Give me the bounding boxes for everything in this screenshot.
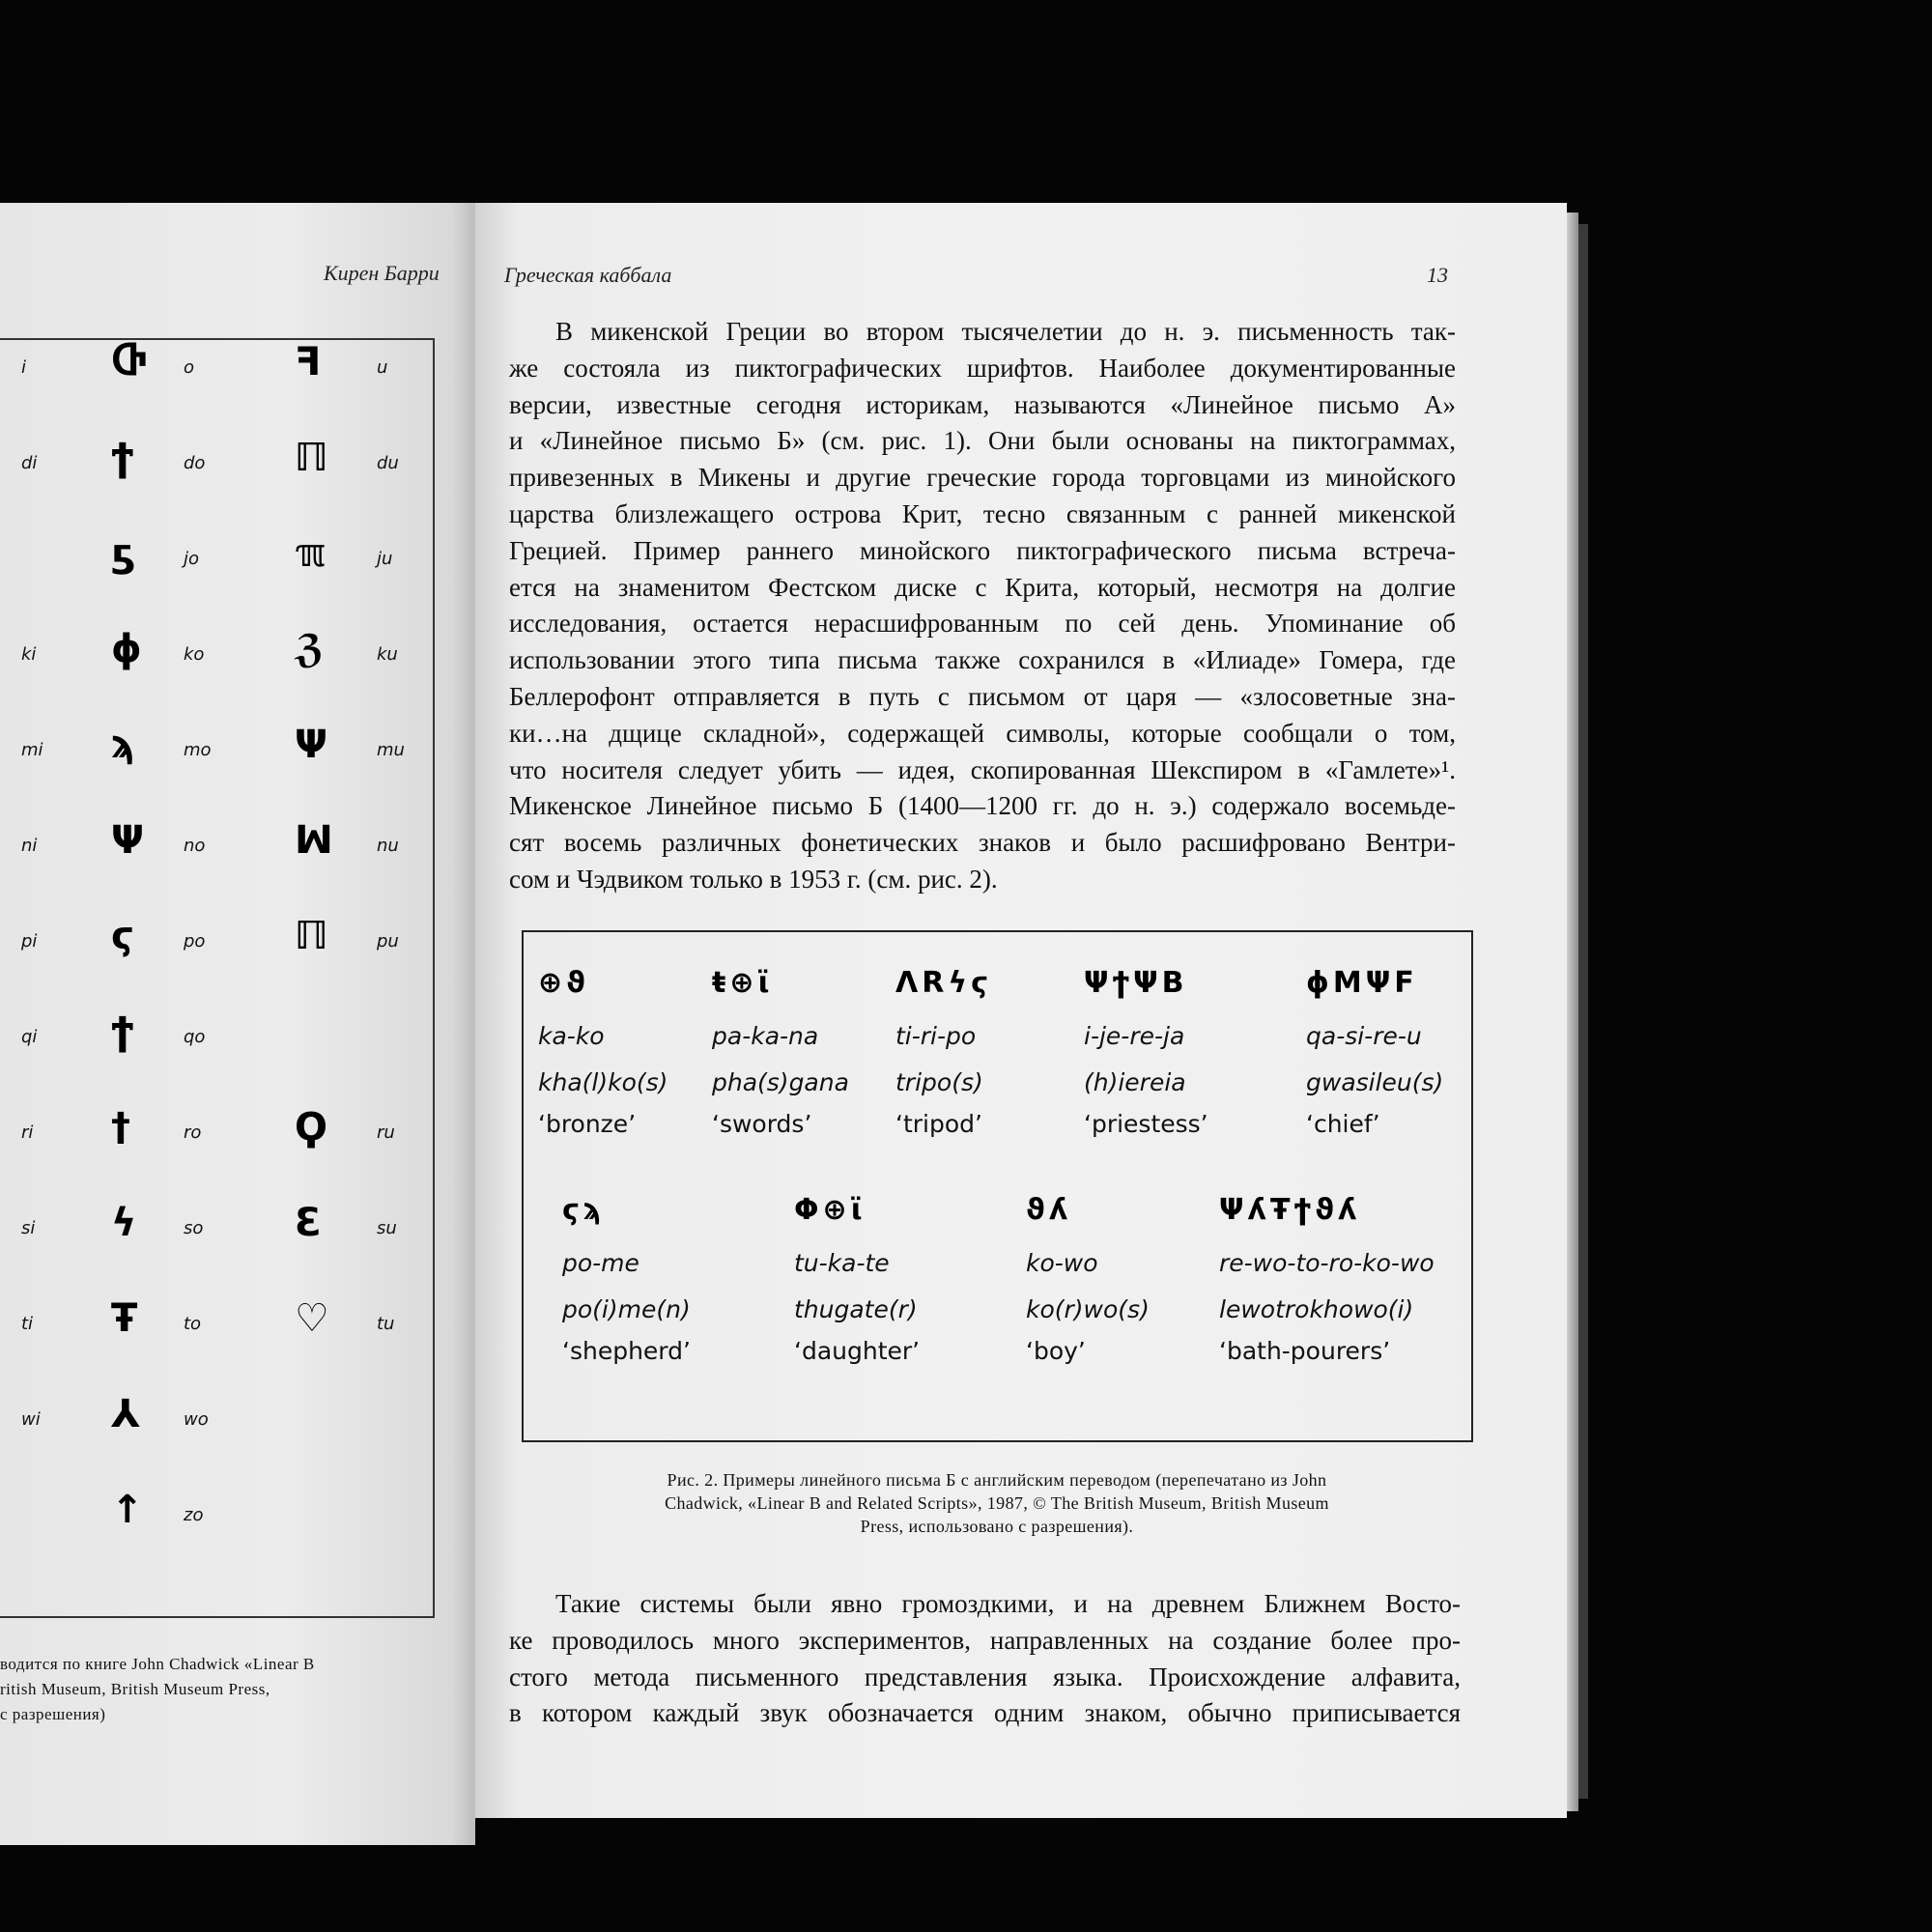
- transliteration: po-me: [562, 1248, 639, 1277]
- caption-line: Рис. 2. Примеры линейного письма Б с английским переводом (перепечатано из John: [667, 1470, 1327, 1490]
- syllable-label: pi: [21, 931, 38, 952]
- linear-b-glyph-group: ΛRϟϛ: [895, 966, 992, 1000]
- linear-b-glyph-group: ϑʎ: [1026, 1193, 1072, 1227]
- syllable-label: do: [184, 453, 206, 473]
- transliteration: ko-wo: [1026, 1248, 1098, 1277]
- linear-b-glyph: ꟽ: [295, 818, 333, 863]
- linear-b-glyph: ℨ: [295, 627, 325, 671]
- syllable-label: ko: [184, 644, 205, 665]
- transliteration: i-je-re-ja: [1084, 1021, 1185, 1050]
- text-line: ется на знаменитом Фестском диске с Крита, который, несмотря на долгие: [509, 572, 1456, 602]
- right-page: [475, 203, 1567, 1818]
- text-line: версии, известные сегодня историкам, называются «Линейное письмо А»: [509, 389, 1456, 419]
- linear-b-glyph: Ψ: [111, 818, 144, 863]
- linear-b-glyph: ϯ: [111, 436, 134, 480]
- syllable-label: qi: [21, 1027, 38, 1047]
- greek-form: thugate(r): [794, 1294, 918, 1323]
- transliteration: tu-ka-te: [794, 1248, 890, 1277]
- english-gloss: ‘boy’: [1026, 1336, 1086, 1365]
- syllable-label: wi: [21, 1409, 41, 1430]
- syllable-label: zo: [184, 1505, 204, 1525]
- page-edge: [1567, 213, 1578, 1811]
- linear-b-glyph: ϟ: [111, 1201, 137, 1245]
- linear-b-glyph: Ϙ: [295, 1105, 328, 1150]
- paragraph-1: [509, 314, 1456, 898]
- text-line: привезенных в Микены и другие греческие города торговцами из минойского: [509, 463, 1456, 493]
- greek-form: ko(r)wo(s): [1026, 1294, 1150, 1323]
- syllable-label: ri: [21, 1122, 34, 1143]
- text-line: сят восемь различных фонетических знаков и было расшифровано Вентри-: [509, 828, 1456, 858]
- caption-line: ritish Museum, British Museum Press,: [0, 1680, 270, 1698]
- left-figure-caption: [0, 1652, 454, 1727]
- syllable-label: so: [184, 1218, 204, 1238]
- text-line: Грецией. Пример раннего минойского пиктографического письма встреча-: [509, 535, 1456, 565]
- syllable-label: ku: [377, 644, 398, 665]
- caption-line: Press, использовано с разрешения).: [860, 1517, 1134, 1536]
- english-gloss: ‘chief’: [1306, 1109, 1380, 1138]
- linear-b-glyph-group: ϕMΨϜ: [1306, 966, 1418, 1000]
- greek-form: kha(l)ko(s): [538, 1067, 668, 1096]
- syllable-label: pu: [377, 931, 399, 952]
- linear-b-glyph: ϡ: [111, 723, 136, 767]
- transliteration: ti-ri-po: [895, 1021, 977, 1050]
- linear-b-glyph: ϯ: [111, 1009, 134, 1054]
- text-line: царства близлежащего острова Крит, тесно связанным с ранней микенской: [509, 498, 1456, 528]
- text-line: использовании этого типа письма также сохранился в «Илиаде» Гомера, где: [509, 645, 1456, 675]
- syllable-label: jo: [184, 549, 200, 569]
- transliteration: qa-si-re-u: [1306, 1021, 1422, 1050]
- syllable-label: ru: [377, 1122, 395, 1143]
- syllable-label: ti: [21, 1314, 34, 1334]
- english-gloss: ‘priestess’: [1084, 1109, 1208, 1138]
- english-gloss: ‘bath-pourers’: [1219, 1336, 1391, 1365]
- transliteration: ka-ko: [538, 1021, 605, 1050]
- linear-b-glyph-group: Φ⊕ϊ: [794, 1193, 867, 1227]
- syllable-label: wo: [184, 1409, 209, 1430]
- linear-b-glyph: ℼ: [295, 531, 326, 576]
- caption-line: с разрешения): [0, 1705, 106, 1723]
- linear-b-glyph: Ⴇ: [111, 340, 147, 384]
- syllable-label: nu: [377, 836, 399, 856]
- syllable-label: du: [377, 453, 399, 473]
- syllable-label: o: [184, 357, 195, 378]
- syllable-label: ki: [21, 644, 37, 665]
- syllable-label: u: [377, 357, 388, 378]
- greek-form: po(i)me(n): [562, 1294, 691, 1323]
- syllable-label: su: [377, 1218, 397, 1238]
- text-line: В микенской Греции во втором тысячелетии до н. э. письменность так-: [555, 317, 1456, 346]
- book-cover-edge: [1578, 224, 1588, 1799]
- running-head-title: Греческая каббала: [504, 263, 672, 287]
- left-page: [0, 203, 475, 1845]
- transliteration: pa-ka-na: [712, 1021, 819, 1050]
- syllable-label: mu: [377, 740, 405, 760]
- syllable-label: qo: [184, 1027, 206, 1047]
- caption-line: Chadwick, «Linear B and Related Scripts», 1987, © The British Museum, British Museum: [665, 1493, 1329, 1513]
- text-line: Микенское Линейное письмо Б (1400—1200 гг. до н. э.) содержало восемьде-: [509, 791, 1456, 821]
- linear-b-glyph: Ŧ: [111, 1296, 138, 1341]
- english-gloss: ‘swords’: [712, 1109, 812, 1138]
- linear-b-glyph: ↑: [111, 1488, 144, 1532]
- linear-b-glyph: ꟻ: [295, 340, 322, 384]
- caption-line: водится по книге John Chadwick «Linear B: [0, 1655, 315, 1673]
- greek-form: tripo(s): [895, 1067, 983, 1096]
- syllable-label: si: [21, 1218, 36, 1238]
- left-page-header: Кирен Барри: [324, 261, 440, 285]
- linear-b-glyph-group: ⊕ϑ: [538, 966, 589, 1000]
- figure-2-caption: [514, 1468, 1480, 1538]
- syllable-label: po: [184, 931, 206, 952]
- linear-b-glyph: Ɛ: [295, 1201, 322, 1245]
- linear-b-glyph: ♡: [295, 1296, 329, 1341]
- page-number: 13: [1427, 263, 1448, 287]
- text-line: в котором каждый звук обозначается одним знаком, обычно приписывается: [509, 1698, 1461, 1728]
- text-line: Беллерофонт отправляется в путь с письмом от царя — «злосоветные зна-: [509, 681, 1456, 711]
- linear-b-glyph: ℿ: [295, 914, 328, 958]
- text-line: ки…на дщице складной», содержащей символы, которые сообщали о том,: [509, 718, 1456, 748]
- syllable-label: i: [21, 357, 27, 378]
- linear-b-glyph-group: ŧ⊕ϊ: [712, 966, 774, 1000]
- greek-form: gwasileu(s): [1306, 1067, 1444, 1096]
- syllable-label: mo: [184, 740, 212, 760]
- text-line: сом и Чэдвиком только в 1953 г. (см. рис. 2).: [509, 864, 998, 894]
- linear-b-glyph-group: ΨʎŦϯϑʎ: [1219, 1193, 1361, 1227]
- english-gloss: ‘daughter’: [794, 1336, 921, 1365]
- text-line: Такие системы были явно громоздкими, и на древнем Ближнем Восто-: [555, 1589, 1461, 1618]
- syllabary-table-frame: [0, 338, 435, 1618]
- linear-b-figure: [522, 930, 1473, 1442]
- linear-b-glyph: ϛ: [111, 914, 134, 958]
- greek-form: (h)iereia: [1084, 1067, 1186, 1096]
- linear-b-glyph: †: [111, 1105, 130, 1150]
- paragraph-2: [509, 1586, 1461, 1732]
- greek-form: lewotrokhowo(i): [1219, 1294, 1414, 1323]
- english-gloss: ‘bronze’: [538, 1109, 637, 1138]
- syllable-label: no: [184, 836, 206, 856]
- english-gloss: ‘shepherd’: [562, 1336, 691, 1365]
- syllable-label: ro: [184, 1122, 202, 1143]
- linear-b-glyph: ⅄: [111, 1392, 141, 1436]
- syllable-label: tu: [377, 1314, 395, 1334]
- english-gloss: ‘tripod’: [895, 1109, 982, 1138]
- syllable-label: di: [21, 453, 38, 473]
- syllable-label: to: [184, 1314, 202, 1334]
- linear-b-glyph: ℿ: [295, 436, 328, 480]
- linear-b-glyph: ϕ: [111, 627, 142, 671]
- syllable-label: mi: [21, 740, 43, 760]
- greek-form: pha(s)gana: [712, 1067, 849, 1096]
- linear-b-glyph-group: ϛϡ: [562, 1193, 606, 1227]
- text-line: ке проводилось много экспериментов, направленных на создание более про-: [509, 1625, 1461, 1655]
- text-line: и «Линейное письмо Б» (см. рис. 1). Они были основаны на пиктограммах,: [509, 426, 1456, 456]
- syllable-label: ju: [377, 549, 393, 569]
- text-line: исследования, остается нерасшифрованным по сей день. Упоминание об: [509, 609, 1456, 639]
- syllable-label: ni: [21, 836, 38, 856]
- text-line: что носителя следует убить — идея, скопированная Шекспиром в «Гамлете»¹.: [509, 754, 1456, 784]
- text-line: же состояла из пиктографических шрифтов. Наиболее документированные: [509, 353, 1456, 383]
- linear-b-glyph: ƽ: [111, 531, 136, 576]
- linear-b-glyph-group: ΨϯΨΒ: [1084, 966, 1188, 1000]
- text-line: стого метода письменного представления языка. Происхождение алфавита,: [509, 1662, 1461, 1691]
- transliteration: re-wo-to-ro-ko-wo: [1219, 1248, 1435, 1277]
- linear-b-glyph: Ψ: [295, 723, 327, 767]
